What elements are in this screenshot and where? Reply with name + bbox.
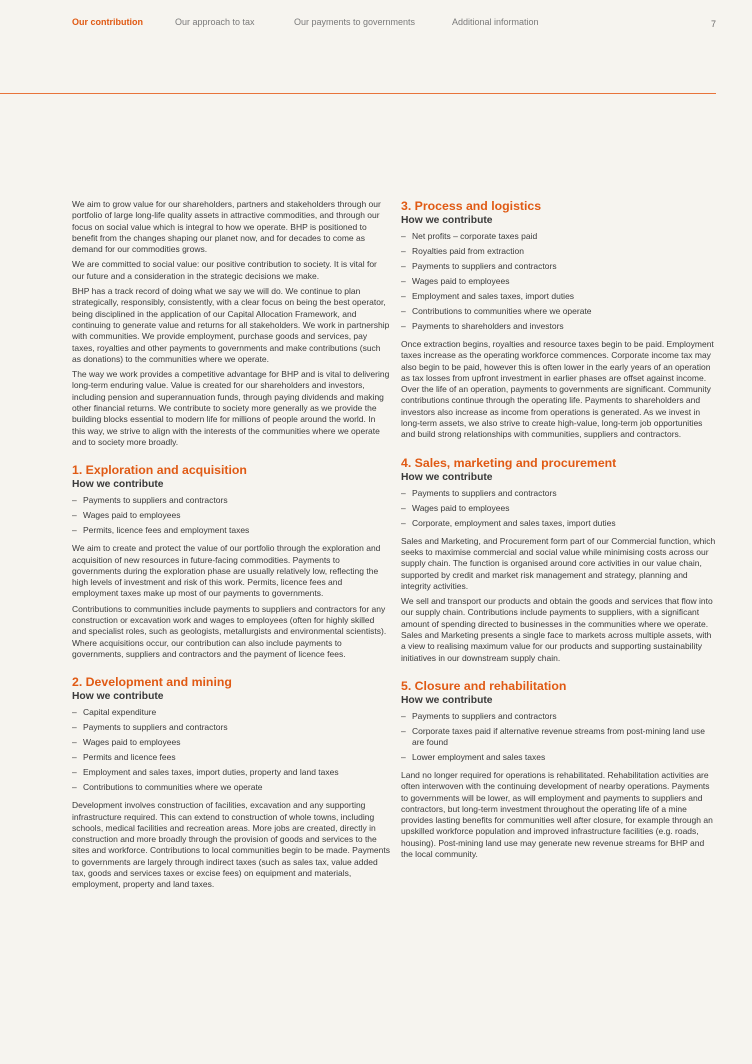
section-paragraph: Once extraction begins, royalties and resource taxes begin to be paid. Employment taxes increase as the operating workforce commences. Corporate income tax may also begin to be paid, however this is often lower in the early years of an operation as tax losses from upfront investment in earlier phases are offset against income. Over the life of an operation, payments to governments are significant. Community contributions continue through the operating life. Payments to shareholders and investors also increase as income from operations is generated. As we invest in long-term assets, we also strive to create high-value, long-term job opportunities and build strong relationships with communities, suppliers and contractors.	[401, 339, 714, 440]
list-item: – Corporate taxes paid if alternative revenue streams from post-mining land use are found	[401, 725, 705, 747]
section-paragraph: Sales and Marketing, and Procurement form part of our Commercial function, which seeks to maximise commercial and social value while minimising costs across our supply chain. The function is organised around core activities in our value chain, supported by credit and market risk management and strategy, planning and integrity activities.	[401, 535, 716, 591]
header-divider	[0, 93, 716, 94]
list-item: – Payments to suppliers and contractors	[401, 487, 557, 498]
list-item: – Wages paid to employees	[72, 510, 181, 521]
section-subtitle: How we contribute	[401, 215, 493, 226]
left-column	[72, 199, 390, 895]
section-subtitle: How we contribute	[72, 691, 164, 703]
intro-paragraph: BHP has a track record of doing what we say we will do. We continue to plan strategically, responsibly, consistently, with a clear focus on being the best operator, being disciplined in the application of our Capital Allocation Framework, and continuing to generate value and returns for all stakeholders. We work in partnership with communities. We provide employment, purchase goods and services, pay taxes, royalties and other payments to governments and make contributions (such as donations) to the communities where we operate.	[72, 286, 390, 364]
nav-our-approach-to-tax[interactable]: Our approach to tax	[175, 17, 255, 27]
contribution-list	[72, 495, 390, 536]
nav-our-contribution[interactable]: Our contribution	[72, 17, 143, 27]
top-navigation	[72, 17, 716, 31]
list-item: – Permits, licence fees and employment taxes	[72, 525, 250, 536]
list-item: – Employment and sales taxes, import duties, property and land taxes	[72, 767, 339, 778]
section-paragraph: Contributions to communities include payments to suppliers and contractors for any construction or excavation work and wages to employees (often for highly skilled and specialist roles, such as geologists, metallurgists and environmental scientists). Where acquisitions occur, our contribution can also include payments to governments, suppliers and contractors and the payment of licence fees.	[72, 603, 387, 659]
spacer	[401, 668, 717, 679]
intro-paragraph: We are committed to social value: our positive contribution to society. It is vital for our future and a consideration in the strategic decisions we make.	[72, 259, 377, 281]
right-column	[401, 199, 717, 864]
section-subtitle: How we contribute	[401, 471, 493, 483]
list-item: – Net profits – corporate taxes paid	[401, 231, 538, 241]
section-development-mining	[72, 675, 390, 890]
list-item: – Wages paid to employees	[401, 276, 510, 286]
contribution-list	[401, 231, 717, 332]
list-item: – Payments to suppliers and contractors	[401, 261, 557, 271]
list-item: – Lower employment and sales taxes	[401, 751, 546, 762]
list-item: – Permits and licence fees	[72, 752, 176, 763]
list-item: – Employment and sales taxes, import duties	[401, 291, 575, 301]
section-closure-rehabilitation	[401, 679, 717, 860]
list-item: – Payments to suppliers and contractors	[72, 495, 228, 506]
section-title: 4. Sales, marketing and procurement	[401, 455, 617, 470]
section-title: 1. Exploration and acquisition	[72, 463, 247, 478]
spacer	[401, 445, 717, 456]
list-item: – Contributions to communities where we operate	[72, 782, 263, 793]
section-subtitle: How we contribute	[401, 694, 493, 706]
section-exploration-acquisition	[72, 463, 390, 660]
intro-paragraph: We aim to grow value for our shareholders, partners and stakeholders through our portfolio of large long-life quality assets in attractive commodities, and through our focus on social value which is integral to how we operate. BHP is positioned to benefit from the changes shaping our planet now, and for decades to come as demand for our commodities grows.	[72, 199, 381, 255]
list-item: – Wages paid to employees	[72, 737, 181, 748]
section-title: 3. Process and logistics	[401, 199, 542, 213]
list-item: – Royalties paid from extraction	[401, 246, 524, 256]
spacer	[72, 664, 390, 675]
list-item: – Wages paid to employees	[401, 502, 510, 513]
nav-our-payments-to-governments[interactable]: Our payments to governments	[294, 17, 416, 27]
page-number: 7	[710, 19, 716, 29]
section-paragraph: Land no longer required for operations is rehabilitated. Rehabilitation activities are often interwoven with the continuing development of nearby operations. Payments to governments will be lower, as will employment and payments to suppliers and contractors, but long-term investment throughout the operating life of a mine provides lasting benefits for communities well after closure, for example through an upskilled workforce population and improved infrastructure facilities (e.g. roads, housing). Post-mining land use may generate new revenue streams for BHP and the local community.	[401, 769, 713, 860]
section-paragraph: We aim to create and protect the value of our portfolio through the exploration and acquisition of new resources in future-facing commodities. Payments to governments during the exploration phase are usually relatively low, reflecting the high levels of investment and risk of this work. Permits, licence fees and employment taxes make up most of our payments to governments.	[72, 543, 381, 599]
section-title: 2. Development and mining	[72, 675, 232, 690]
section-sales-marketing-procurement	[401, 456, 717, 664]
section-subtitle: How we contribute	[72, 479, 164, 491]
section-paragraph: Development involves construction of facilities, excavation and any supporting infrastructure required. This can extend to construction of whole towns, including schools, medical facilities and recreation areas. More jobs are created, directly in construction and more broadly through the provision of goods and services to the sites and workforce. Contributions to local communities begin to be made. Payments to governments are largely through indirect taxes (such as sales tax, value added tax, goods and services taxes or excise fees) on equipment and materials, employment, property and land taxes.	[72, 800, 390, 890]
contribution-list	[72, 707, 390, 793]
nav-additional-information[interactable]: Additional information	[452, 17, 539, 27]
section-paragraph: We sell and transport our products and obtain the goods and services that flow into our supply chain. Contributions include payments to suppliers, with a significant amount of spending directed to businesses in the communities where we operate. Sales and Marketing presents a single face to markets across multiple assets, with a view to realising maximum value for our products and supporting sustainability initiatives in our downstream supply chain.	[401, 596, 713, 663]
list-item: – Payments to shareholders and investors	[401, 321, 564, 331]
list-item: – Payments to suppliers and contractors	[401, 710, 557, 721]
list-item: – Payments to suppliers and contractors	[72, 722, 228, 733]
list-item: – Contributions to communities where we operate	[401, 306, 592, 316]
section-process-logistics	[401, 199, 717, 441]
spacer	[72, 452, 390, 463]
contribution-list	[401, 488, 717, 529]
list-item: – Corporate, employment and sales taxes, import duties	[401, 517, 616, 528]
list-item: – Capital expenditure	[72, 707, 157, 718]
section-title: 5. Closure and rehabilitation	[401, 678, 567, 693]
contribution-list	[401, 711, 717, 763]
intro-paragraph: The way we work provides a competitive advantage for BHP and is vital to delivering long-term enduring value. Value is created for our shareholders and investors, including pension and superannuation funds, through paying dividends and making other financial returns. We contribute to society more generally as we provide the building blocks essential to modern life for millions of people around the world. In this way, we strive to align with the interests of the communities where we operate and to society more broadly.	[72, 369, 390, 447]
